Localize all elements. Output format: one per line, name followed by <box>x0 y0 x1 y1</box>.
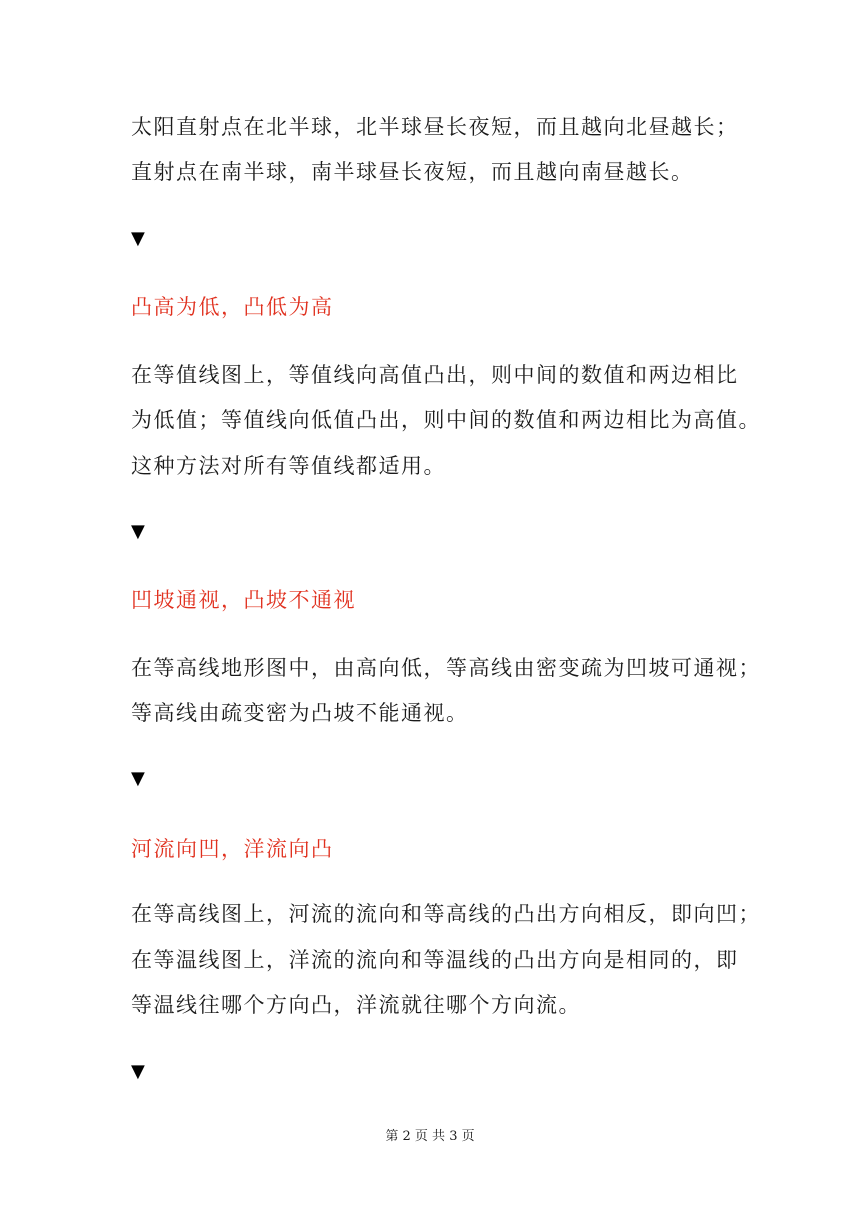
triangle-down-icon: ▼ <box>131 1061 145 1082</box>
paragraph-line: 等温线往哪个方向凸，洋流就往哪个方向流。 <box>131 993 581 1017</box>
section-heading: 凹坡通视，凸坡不通视 <box>131 588 356 612</box>
paragraph-line: 在等高线地形图中，由高向低，等高线由密变疏为凹坡可通视； <box>131 656 761 680</box>
paragraph-line: 为低值；等值线向低值凸出，则中间的数值和两边相比为高值。 <box>131 408 761 432</box>
page-number-footer: 第 2 页 共 3 页 <box>385 1129 475 1144</box>
paragraph-line: 直射点在南半球，南半球昼长夜短，而且越向南昼越长。 <box>131 160 694 184</box>
triangle-down-icon: ▼ <box>131 228 145 249</box>
section-heading: 凸高为低，凸低为高 <box>131 295 334 319</box>
paragraph-line: 等高线由疏变密为凸坡不能通视。 <box>131 701 469 725</box>
section-heading: 河流向凹，洋流向凸 <box>131 837 334 861</box>
paragraph-line: 在等高线图上，河流的流向和等高线的凸出方向相反，即向凹； <box>131 902 761 926</box>
paragraph-line: 这种方法对所有等值线都适用。 <box>131 454 446 478</box>
paragraph-line: 在等值线图上，等值线向高值凸出，则中间的数值和两边相比 <box>131 363 739 387</box>
triangle-down-icon: ▼ <box>131 768 145 789</box>
paragraph-line: 太阳直射点在北半球，北半球昼长夜短，而且越向北昼越长； <box>131 115 739 139</box>
paragraph-line: 在等温线图上，洋流的流向和等温线的凸出方向是相同的，即 <box>131 948 739 972</box>
triangle-down-icon: ▼ <box>131 521 145 542</box>
